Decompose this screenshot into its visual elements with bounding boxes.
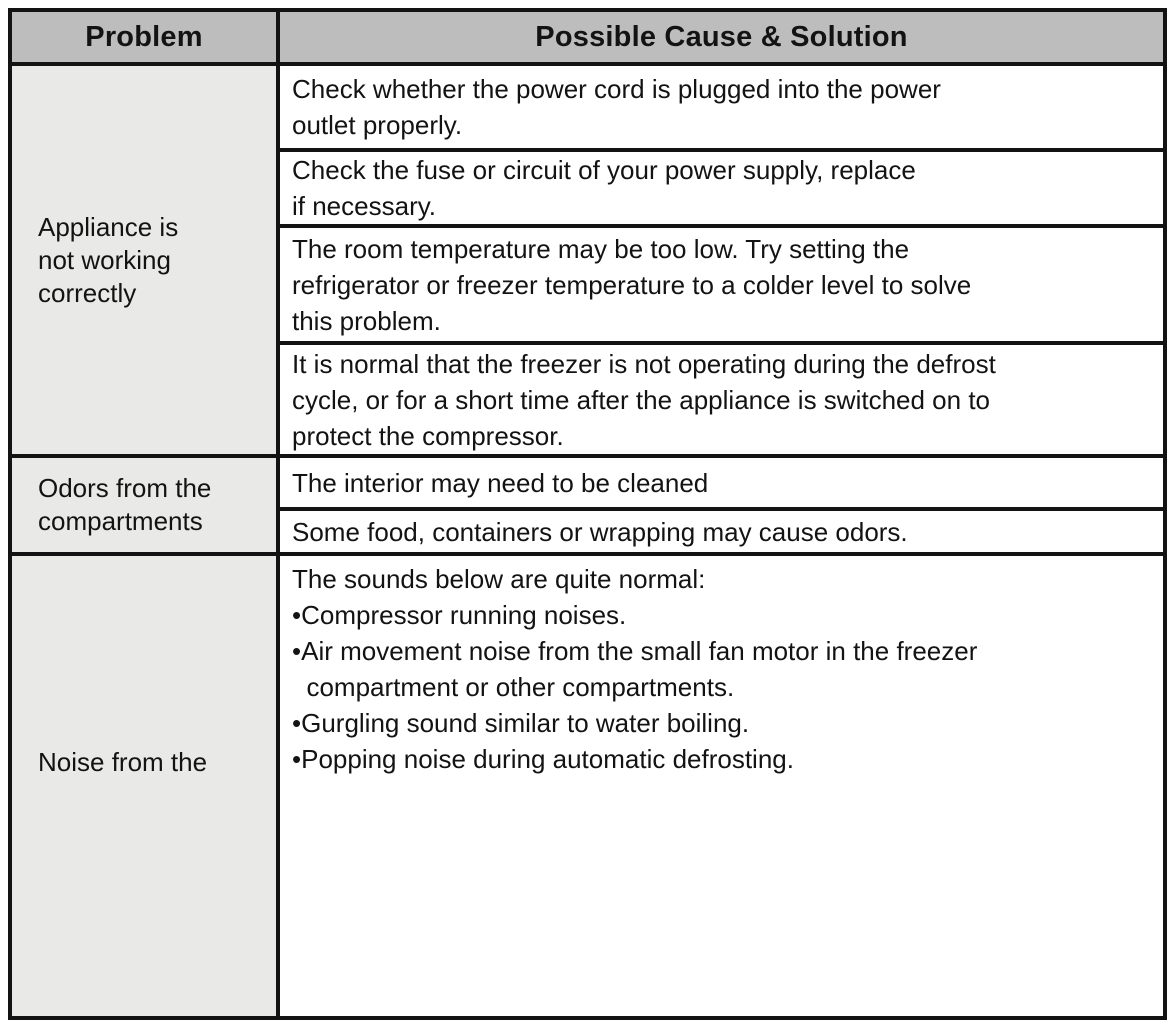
solution-line: The sounds below are quite normal: bbox=[292, 564, 706, 594]
problem-line: compartments bbox=[38, 506, 203, 536]
problem-line: not working bbox=[38, 244, 171, 275]
problem-line: Odors from the bbox=[38, 473, 212, 503]
solution-line: Some food, containers or wrapping may cause odors. bbox=[292, 516, 908, 547]
solution-line: The room temperature may be too low. Try setting the bbox=[292, 233, 910, 264]
solution-line: •Gurgling sound similar to water boiling. bbox=[292, 708, 750, 738]
solution-cell bbox=[280, 458, 1163, 507]
problem-cell bbox=[12, 556, 276, 1016]
problem-line: Noise from the bbox=[38, 747, 208, 777]
solution-line: outlet properly. bbox=[292, 110, 463, 140]
solution-line: protect the compressor. bbox=[292, 420, 564, 451]
solution-line: Check the fuse or circuit of your power supply, replace bbox=[292, 155, 916, 185]
solution-line: The interior may need to be cleaned bbox=[292, 467, 709, 498]
solution-cell bbox=[280, 511, 1163, 552]
solution-line: this problem. bbox=[292, 305, 441, 336]
header-possible-cause-solution: Possible Cause & Solution bbox=[280, 12, 1163, 62]
solution-cell bbox=[280, 345, 1163, 454]
solution-line: •Air movement noise from the small fan motor in the freezer bbox=[292, 636, 978, 666]
problem-line: correctly bbox=[38, 277, 137, 308]
solution-line: cycle, or for a short time after the appliance is switched on to bbox=[292, 384, 991, 415]
solution-line: •Popping noise during automatic defrosting. bbox=[292, 744, 794, 774]
solution-line: if necessary. bbox=[292, 191, 437, 221]
solution-cell bbox=[280, 66, 1163, 148]
solution-cell bbox=[280, 556, 1163, 1016]
problem-cell bbox=[12, 458, 276, 552]
problem-line: Appliance is bbox=[38, 211, 179, 242]
solution-line: refrigerator or freezer temperature to a colder level to solve bbox=[292, 269, 972, 300]
solution-cell bbox=[280, 228, 1163, 341]
solution-line: It is normal that the freezer is not operating during the defrost bbox=[292, 348, 996, 379]
problem-cell bbox=[12, 66, 276, 454]
solution-line: compartment or other compartments. bbox=[292, 672, 735, 702]
solution-line: Check whether the power cord is plugged into the power bbox=[292, 74, 941, 104]
solution-cell bbox=[280, 152, 1163, 224]
header-problem: Problem bbox=[12, 12, 276, 62]
troubleshooting-table bbox=[8, 8, 1167, 1020]
solution-line: •Compressor running noises. bbox=[292, 600, 627, 630]
